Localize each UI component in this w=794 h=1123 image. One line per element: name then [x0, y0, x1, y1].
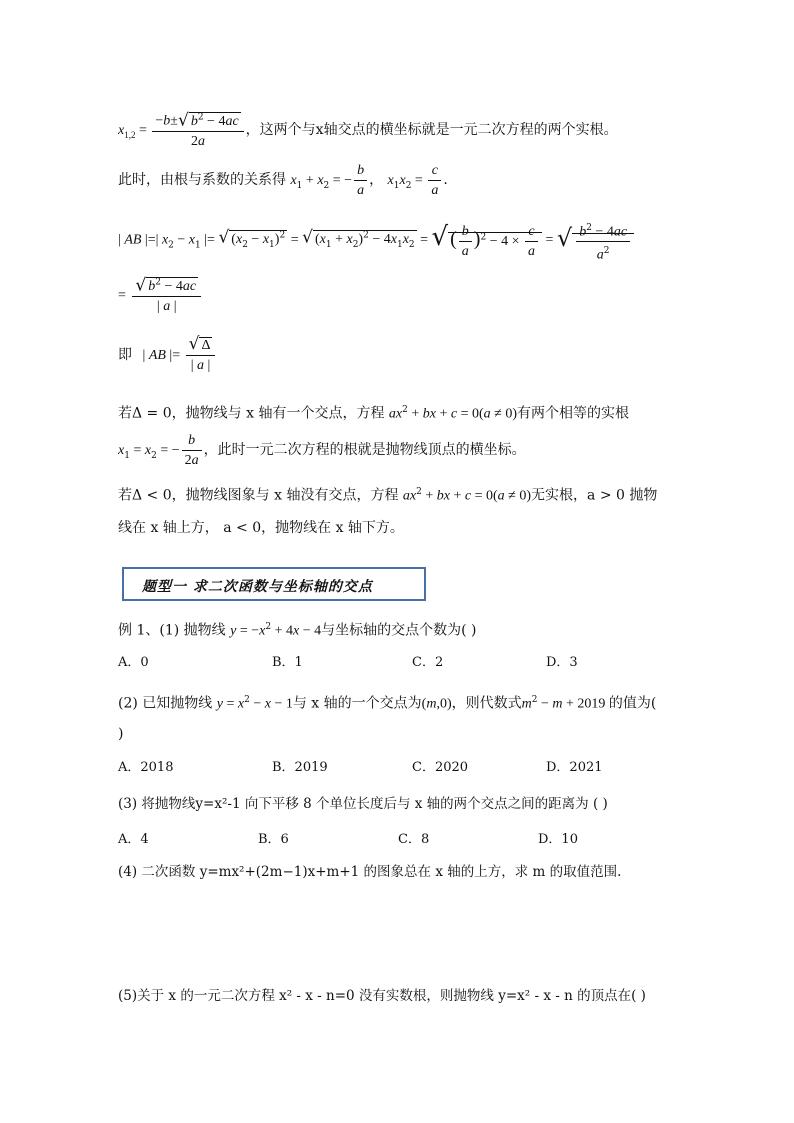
q2-stem-a: (2) 已知抛物线: [118, 695, 213, 712]
ab-derivation-line: | AB |=| $x_2 - x_1$ |= √ $(x_2 - x_1)^2$ = √ $(x_1 + x_2)^2 - 4x_1x_2$ = √ ( $\frac{b}{a}$ )$^2$ − 4 × $\frac{c}{a}$ = √ $\frac{b^2 - 4ac}{a^2}$: [118, 210, 634, 271]
intro-line6-a: 若Δ = 0，抛物线与 x 轴有一个交点，方程: [118, 405, 385, 422]
q1-stem-a: 例 1、(1) 抛物线: [118, 622, 226, 639]
intro-line1-text: ，这两个与x轴交点的横坐标就是一元二次方程的两个实根。: [245, 122, 618, 138]
intro-line6-b: 有两个相等的实根: [517, 405, 630, 422]
q1-option-a[interactable]: A．0: [118, 655, 149, 670]
intro-line5-label: 即: [118, 347, 132, 363]
q1-option-c[interactable]: C．2: [412, 655, 444, 670]
q2-option-d[interactable]: D．2021: [546, 760, 603, 775]
root-fraction: $\frac{-b\pm√ b^2 - 4ac}{2a}$: [152, 110, 243, 151]
intro-line8-b: 无实根，: [531, 487, 588, 504]
q1-stem: 例 1、(1) 抛物线 $y = -x^2 + 4x - 4$与坐标轴的交点个数为( ): [118, 622, 477, 639]
q1-option-d[interactable]: D．3: [546, 655, 578, 670]
intro-line2-prefix: 此时，由根与系数的关系得: [118, 172, 286, 188]
delta-negative-line: 若Δ < 0，抛物线图象与 x 轴没有交点，方程 $ax^2$ + bx + c = 0(a ≠ 0)无实根，a > 0 抛物: [118, 487, 658, 504]
section-header-box: [122, 567, 426, 601]
q2-option-c[interactable]: C．2020: [412, 760, 469, 775]
q2-stem-d: 的值为(: [608, 695, 657, 712]
q3-option-a[interactable]: A．4: [118, 832, 149, 847]
q3-option-d[interactable]: D．10: [538, 832, 578, 847]
intro-line2-end: .: [443, 172, 448, 188]
q2-stem: (2) 已知抛物线 $y = x^2 - x - 1$与 x 轴的一个交点为(m,0)，则代数式$m^2 - m + 2019$ 的值为(: [118, 695, 657, 712]
ab-result-line: = $\frac{√ b^2 - 4ac}{| a |}$: [118, 270, 203, 321]
vieta-line: 此时，由根与系数的关系得 $x_1 + x_2$ = − $\frac{b}{a}$ ， $x_1x_2$ = $\frac{c}{a}$ .: [118, 162, 448, 198]
root-formula-line: $x_{1,2}$ = $\frac{-b\pm√ b^2 - 4ac}{2a}$ ，这两个与x轴交点的横坐标就是一元二次方程的两个实根。: [118, 110, 618, 150]
q2-option-a[interactable]: A．2018: [118, 760, 174, 775]
q2-stem-e: ): [118, 726, 124, 742]
q3-option-c[interactable]: C．8: [398, 832, 430, 847]
intro-line8-c: a > 0 抛物: [587, 487, 658, 504]
q1-stem-b: 与坐标轴的交点个数为( ): [321, 622, 477, 639]
q1-option-b[interactable]: B．1: [272, 655, 303, 670]
intro-line4-label: =: [118, 288, 126, 303]
intro-line7-text: ，此时一元二次方程的根就是抛物线顶点的横坐标。: [203, 442, 526, 458]
q4-stem: (4) 二次函数 y=mx²+(2m−1)x+m+1 的图象总在 x 轴的上方，求 m 的取值范围.: [118, 864, 622, 880]
q3-stem: (3) 将抛物线y=x²-1 向下平移 8 个单位长度后与 x 轴的两个交点之间的距离为 ( ): [118, 796, 608, 812]
delta-zero-line: 若Δ = 0，抛物线与 x 轴有一个交点，方程 $ax^2$ + bx + c = 0(a ≠ 0)有两个相等的实根: [118, 405, 630, 422]
q2-stem-c: ，则代数式: [451, 695, 522, 712]
intro-line2-sep: ，: [369, 172, 384, 188]
intro-line9: 线在 x 轴上方， a < 0，抛物线在 x 轴下方。: [118, 520, 404, 536]
q5-stem: (5)关于 x 的一元二次方程 x² - x - n=0 没有实数根，则抛物线 y=x² - x - n 的顶点在( ): [118, 988, 646, 1004]
q2-stem-b: 与 x 轴的一个交点为: [292, 695, 422, 712]
intro-line8-a: 若Δ < 0，抛物线图象与 x 轴没有交点，方程: [118, 487, 399, 504]
q2-option-b[interactable]: B．2019: [272, 760, 328, 775]
ab-delta-line: 即 | AB |= $\frac{√ \Delta}{| a |}$: [118, 330, 217, 381]
section-title: 题型一 求二次函数与坐标轴的交点: [142, 579, 373, 595]
equal-roots-line: $x_1 = x_2$ = − $\frac{b}{2a}$ ，此时一元二次方程的根就是抛物线顶点的横坐标。: [118, 432, 526, 468]
q3-option-b[interactable]: B．6: [258, 832, 289, 847]
